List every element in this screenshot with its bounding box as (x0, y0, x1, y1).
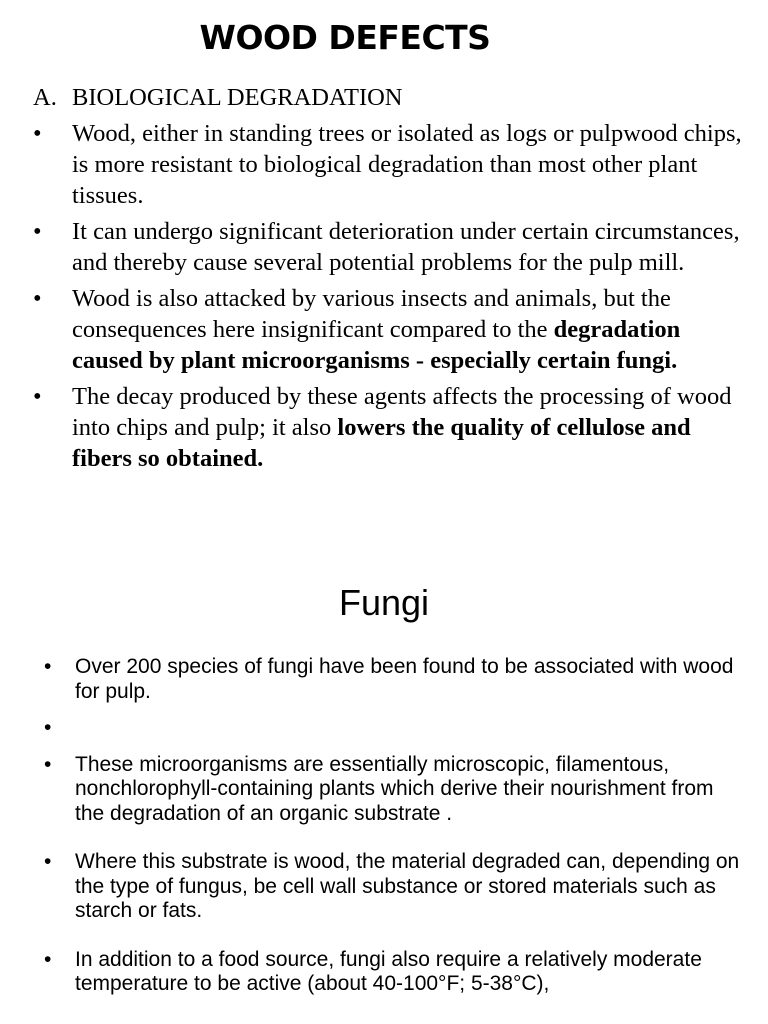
list-item-text: The decay produced by these agents affects the processing of wood into chips and pulp; it also (72, 383, 732, 441)
list-item (44, 655, 744, 704)
bullet-marker: • (44, 655, 52, 678)
list-item-text: In addition to a food source, fungi also require a relatively moderate temperature to be active (about 40-100°F; 5-38°C), (75, 947, 702, 995)
list-item (44, 850, 744, 924)
list-item-text: These microorganisms are essentially microscopic, filamentous, nonchlorophyll-containing plants which derive their nourishment from the degradation of an organic substrate . (75, 752, 714, 825)
bullet-marker: • (44, 947, 52, 971)
list-item-text: Over 200 species of fungi have been found to be associated with wood for pulp. (75, 655, 734, 703)
list-item (33, 216, 753, 278)
bullet-list (33, 118, 753, 479)
list-item-emphasis: lowers the quality of cellulose and fibers so obtained. (72, 414, 691, 472)
list-item (44, 948, 744, 997)
bullet-marker: • (33, 120, 42, 147)
list-item (44, 716, 744, 741)
bullet-marker: • (44, 716, 52, 739)
list-item (33, 118, 753, 211)
bullet-marker: • (44, 752, 52, 776)
list-item-text: It can undergo significant deterioration under certain circumstances, and thereby cause several potential problems for the pulp mill. (72, 218, 740, 276)
slide-title: WOOD DEFECTS (199, 18, 491, 57)
bullet-marker: • (33, 285, 42, 312)
list-item (33, 283, 753, 376)
section-label: A. (33, 84, 57, 111)
section-heading (33, 82, 403, 113)
list-item-text: Wood, either in standing trees or isolated as logs or pulpwood chips, is more resistant to biological degradation than most other plant tissues. (72, 120, 742, 209)
list-item (44, 753, 744, 827)
list-item-emphasis: degradation caused by plant microorganisms - especially certain fungi. (72, 316, 681, 374)
list-item-text: Where this substrate is wood, the material degraded can, depending on the type of fungus, be cell wall substance or stored materials such as starch or fats. (75, 850, 740, 922)
bullet-marker: • (33, 383, 42, 410)
bullet-list (44, 655, 744, 997)
bullet-marker: • (33, 218, 42, 245)
section-heading-text: BIOLOGICAL DEGRADATION (72, 84, 403, 111)
list-item-text: Wood is also attacked by various insects and animals, but the consequences here insignificant compared to the (72, 285, 671, 343)
list-item (33, 381, 753, 474)
bullet-marker: • (44, 850, 52, 873)
slide-fungi (0, 560, 768, 1024)
slide-title: Fungi (338, 582, 430, 623)
